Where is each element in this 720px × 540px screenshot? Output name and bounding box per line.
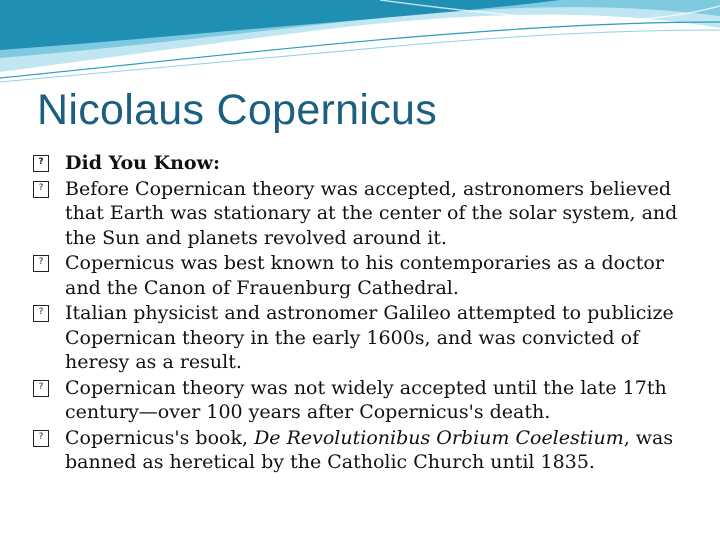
book-title: De Revolutionibus Orbium Coelestium xyxy=(254,426,624,449)
bullet-glyph-icon xyxy=(33,181,49,198)
bullet-text: Before Copernican theory was accepted, astronomers believed that Earth was stationary at the center of the solar system, and the Sun and planets revolved around it. xyxy=(65,177,678,249)
bullet-text: Did You Know: xyxy=(65,152,220,174)
bullet-item xyxy=(33,376,693,425)
slide-title: Nicolaus Copernicus xyxy=(37,86,438,134)
bullet-item xyxy=(33,251,693,300)
bullet-glyph-icon xyxy=(33,430,49,447)
bullet-text: Copernican theory was not widely accepted until the late 17th century—over 100 years after Copernicus's death. xyxy=(65,376,667,423)
bullet-text-start: Copernicus's book, xyxy=(65,426,255,449)
bullet-glyph-icon xyxy=(33,380,49,397)
bullet-item xyxy=(33,426,693,475)
bullet-glyph-icon xyxy=(33,155,49,172)
bullet-item xyxy=(33,151,693,176)
bullet-text-end: , was banned as heretical by the Catholic Church until 1835. xyxy=(65,426,674,473)
bullet-text: Copernicus was best known to his contemporaries as a doctor and the Canon of Frauenburg Cathedral. xyxy=(65,252,664,299)
bullet-item xyxy=(33,301,693,375)
bullet-glyph-icon xyxy=(33,305,49,322)
bullet-list xyxy=(33,151,693,475)
bullet-glyph-icon xyxy=(33,255,49,272)
bullet-item xyxy=(33,177,693,251)
bullet-text: Italian physicist and astronomer Galileo attempted to publicize Copernican theory in the early 1600s, and was convicted of heresy as a result. xyxy=(65,302,674,373)
header-wave-decoration xyxy=(0,0,720,90)
